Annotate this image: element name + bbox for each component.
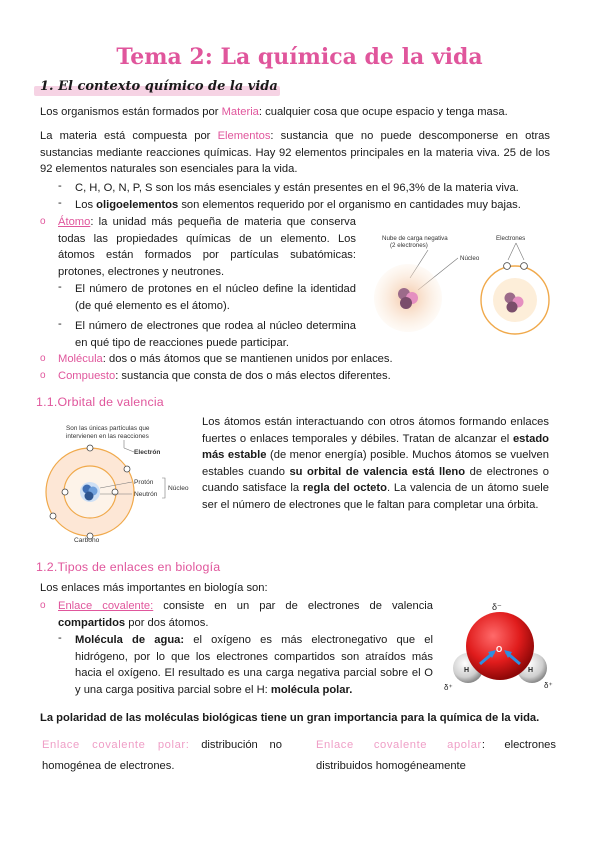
neutron-circle: [400, 297, 412, 309]
circle-bullet: o: [40, 370, 46, 381]
term-enlace-covalente: Enlace covalente:: [58, 600, 154, 612]
electron-dot: [124, 466, 130, 472]
page-title: Tema 2: La química de la vida: [116, 44, 483, 70]
carbon-atom-figure: [38, 420, 198, 544]
hydrogen-label-left: H: [464, 667, 470, 674]
term-elementos: Elementos: [217, 130, 271, 142]
term-enlace-apolar: Enlace covalente apolar: [316, 739, 482, 751]
dash-marker: -: [58, 197, 62, 209]
electron-dot: [87, 445, 93, 451]
circle-bullet: o: [40, 216, 46, 227]
apolar-definition: Enlace covalente apolar: electrones distribuidos homogéneamente: [316, 739, 556, 772]
caption-line-1: Son las únicas partículas que: [66, 425, 150, 432]
hydrogen-label-right: H: [528, 667, 534, 674]
dash-marker: -: [58, 318, 62, 330]
proton-label: Protón: [134, 479, 154, 486]
atomo-paragraph: Átomo: la unidad más pequeña de materia que conserva todas las propiedades químicas de un elemento. Los átomos están formados por partículas subatómicas: protones, electrones y neutrones.: [58, 216, 356, 278]
covalente-paragraph: Enlace covalente: consiste en un par de electrones de valencia compartidos por dos átomos.: [58, 600, 433, 629]
polaridad-statement: La polaridad de las moléculas biológicas tiene un gran importancia para la química de la vida.: [40, 712, 540, 724]
atom-figure: [368, 228, 558, 356]
caption-line-2: intervienen en las reacciones: [66, 433, 149, 440]
proton-circle: [85, 492, 94, 501]
dash-marker: -: [58, 180, 62, 192]
atomo-dash-1: El número de protones en el núcleo define la identidad (de qué elemento es el átomo).: [75, 283, 356, 312]
materia-paragraph: La materia está compuesta por Elementos: sustancia que no puede descomponerse en otras sustancias mediante reacciones químicas. Hay 92 elementos principales en la materia viva. 25 de los 92 elementos naturales son esenciales para la vida.: [40, 130, 550, 175]
term-enlace-polar: Enlace covalente polar:: [42, 739, 190, 751]
dash-marker: -: [58, 632, 62, 644]
materia-dash-1: C, H, O, N, P, S son los más esenciales y están presentes en el 96,3% de la materia viva.: [75, 182, 519, 194]
electron-dot: [62, 489, 68, 495]
water-molecule-figure: [440, 596, 560, 696]
delta-minus-label: δ⁻: [492, 602, 502, 612]
section-1-2-heading: 1.2.Tipos de enlaces en biología: [36, 560, 221, 574]
electron-dot: [521, 263, 528, 270]
circle-bullet: o: [40, 600, 46, 611]
oxygen-label: O: [496, 645, 503, 654]
circle-bullet: o: [40, 353, 46, 364]
neutron-label: Neutrón: [134, 491, 158, 498]
materia-dash-2: Los oligoelementos son elementos requerido por el organismo en cantidades muy bajas.: [75, 199, 521, 211]
term-compuesto: Compuesto: [58, 370, 116, 382]
cloud-label-1: Nube de carga negativa: [382, 235, 448, 242]
dash-marker: -: [58, 281, 62, 293]
section-1-heading: 1. El contexto químico de la vida: [40, 79, 278, 94]
intro-paragraph: Los organismos están formados por Materia: cualquier cosa que ocupe espacio y tenga masa.: [40, 106, 508, 118]
valencia-paragraph: Los átomos están interactuando con otros átomos formando enlaces fuertes o enlaces temporales y débiles. Tratan de alcanzar el estado más estable (de menor energía) posible. Muchos átomos se vuelven estables cuando su orbital de valencia está lleno de electrones o cuando satisface la regla del octeto. La valencia de un átomo suele ser el número de electrones que le faltan para completar una órbita.: [202, 416, 550, 511]
term-atomo: Átomo: [58, 216, 91, 228]
electron-dot: [504, 263, 511, 270]
term-molecula: Molécula: [58, 353, 103, 365]
enlaces-lead: Los enlaces más importantes en biología son:: [40, 582, 268, 594]
electron-label: Electrón: [134, 449, 161, 456]
compuesto-line: Compuesto: sustancia que consta de dos o más electos diferentes.: [58, 370, 391, 382]
cloud-label-2: (2 electrones): [390, 242, 428, 249]
polar-definition: Enlace covalente polar: distribución no homogénea de electrones.: [42, 739, 282, 772]
term-materia: Materia: [221, 106, 259, 118]
section-1-1-heading: 1.1.Orbital de valencia: [36, 395, 164, 409]
electron-dot: [50, 513, 56, 519]
molecula-line: Molécula: dos o más átomos que se mantienen unidos por enlaces.: [58, 353, 393, 365]
neutron-circle: [507, 302, 518, 313]
agua-paragraph: Molécula de agua: el oxígeno es más electronegativo que el hidrógeno, por lo que los electrones compartidos son atraídos más hacia el oxígeno. El resultado es una carga negativa parcial sobre el O y una carga positiva parcial sobre el H: molécula polar.: [75, 634, 433, 696]
electrons-label: Electrones: [496, 235, 526, 242]
nucleo-label: Núcleo: [168, 485, 189, 492]
nucleus-label: Núcleo: [460, 255, 480, 262]
atomo-dash-2: El número de electrones que rodea al núcleo determina en qué tipo de reacciones puede participar.: [75, 320, 356, 349]
delta-plus-label-right: δ⁺: [544, 681, 553, 690]
carbono-label: Carbono: [74, 537, 100, 544]
delta-plus-label-left: δ⁺: [444, 683, 453, 692]
